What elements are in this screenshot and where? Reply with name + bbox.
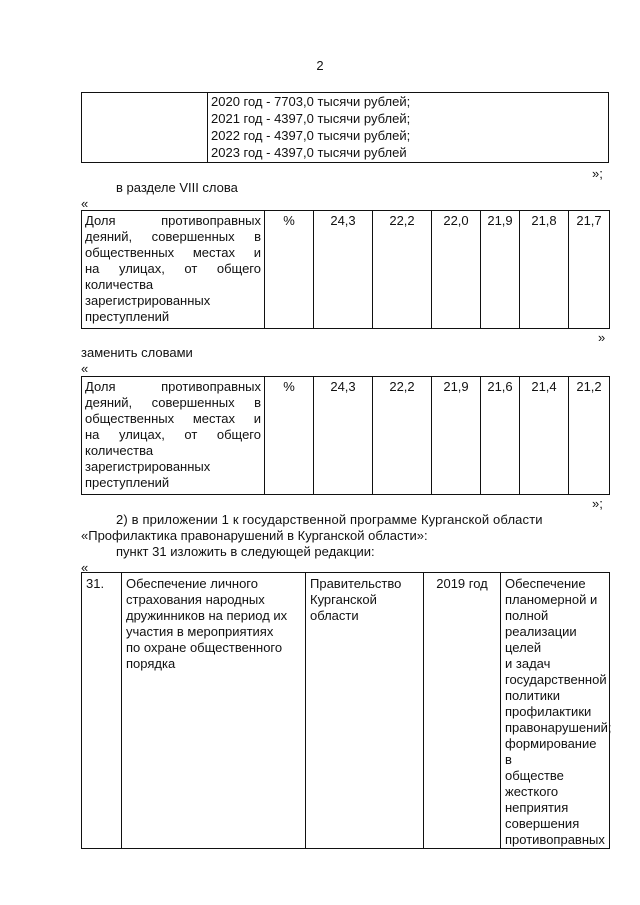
value-cell: 22,2 — [373, 211, 432, 329]
indicator-name-line: Доля противоправных — [85, 379, 261, 394]
result-line: полной — [505, 608, 549, 623]
indicator-name-line: деяний, совершенных в — [85, 395, 261, 410]
measure-line: по охране общественного — [126, 640, 283, 655]
indicator-name-line: на улицах, от общего — [85, 427, 261, 442]
executor-line: области — [310, 608, 359, 623]
result-line: политики — [505, 688, 560, 703]
value-cell: 24,3 — [314, 377, 373, 495]
indicator-name-line: общественных местах и — [85, 411, 261, 426]
value-cell: 22,0 — [432, 211, 481, 329]
funding-empty-cell — [82, 93, 208, 163]
executor-line: Курганской — [310, 592, 377, 607]
page-number: 2 — [316, 58, 324, 73]
result-line: профилактики — [505, 704, 592, 719]
result-line: неприятия — [505, 800, 569, 815]
indicator-name-line: на улицах, от общего — [85, 261, 261, 276]
indicator-name-line: зарегистрированных — [85, 459, 211, 474]
section-phrase: в разделе VIII слова — [116, 180, 238, 195]
indicator-name-line: количества — [85, 277, 154, 292]
new-indicator-table — [81, 376, 610, 495]
indicator-name-line: преступлений — [85, 309, 170, 324]
unit-cell: % — [265, 377, 314, 495]
measure-line: дружинников на период их — [126, 608, 288, 623]
measure-line: Обеспечение личного — [126, 576, 258, 591]
funding-line: 2021 год - 4397,0 тысячи рублей; — [211, 111, 411, 126]
result-line: противоправных — [505, 832, 605, 847]
indicator-name-line: деяний, совершенных в — [85, 229, 261, 244]
year-cell: 2019 год — [424, 573, 501, 849]
open-quote: « — [81, 196, 89, 211]
close-quote: »; — [592, 166, 603, 181]
paragraph-2-line-2: «Профилактика правонарушений в Курганской области»: — [81, 528, 428, 543]
funding-line: 2020 год - 7703,0 тысячи рублей; — [211, 94, 411, 109]
result-line: планомерной и — [505, 592, 598, 607]
indicator-name-cell — [82, 211, 265, 329]
value-cell: 21,4 — [520, 377, 569, 495]
indicator-name-line: общественных местах и — [85, 245, 261, 260]
result-line: обществе — [505, 768, 564, 783]
result-line: Обеспечение — [505, 576, 586, 591]
value-cell: 21,6 — [481, 377, 520, 495]
value-cell: 24,3 — [314, 211, 373, 329]
indicator-name-line: количества — [85, 443, 154, 458]
paragraph-2-line-1: 2) в приложении 1 к государственной программе Курганской области — [116, 512, 543, 527]
indicator-name-cell — [82, 377, 265, 495]
executor-cell — [306, 573, 424, 849]
open-quote: « — [81, 361, 89, 376]
value-cell: 21,9 — [432, 377, 481, 495]
paragraph-2-line-3: пункт 31 изложить в следующей редакции: — [116, 544, 375, 559]
result-line: формирование в — [505, 736, 597, 767]
measure-line: участия в мероприятиях — [126, 624, 274, 639]
item-31-table — [81, 572, 610, 849]
result-line: жесткого — [505, 784, 559, 799]
open-quote: « — [81, 560, 89, 575]
indicator-name-line: Доля противоправных — [85, 213, 261, 228]
result-line: правонарушений; — [505, 720, 612, 735]
item-number-cell: 31. — [82, 573, 122, 849]
unit-cell: % — [265, 211, 314, 329]
result-cell — [501, 573, 610, 849]
value-cell: 21,8 — [520, 211, 569, 329]
value-cell: 21,7 — [569, 211, 610, 329]
funding-years-cell — [208, 93, 609, 163]
value-cell: 21,2 — [569, 377, 610, 495]
indicator-name-line: зарегистрированных — [85, 293, 211, 308]
result-line: и задач — [505, 656, 551, 671]
funding-table — [81, 92, 609, 163]
close-quote: » — [598, 330, 606, 345]
executor-line: Правительство — [310, 576, 402, 591]
value-cell: 21,9 — [481, 211, 520, 329]
result-line: государственной — [505, 672, 607, 687]
replace-phrase: заменить словами — [81, 345, 193, 360]
funding-line: 2023 год - 4397,0 тысячи рублей — [211, 145, 407, 160]
old-indicator-table — [81, 210, 610, 329]
indicator-name-line: преступлений — [85, 475, 170, 490]
funding-line: 2022 год - 4397,0 тысячи рублей; — [211, 128, 411, 143]
measure-line: страхования народных — [126, 592, 265, 607]
measure-line: порядка — [126, 656, 176, 671]
result-line: реализации целей — [505, 624, 577, 655]
close-quote: »; — [592, 496, 603, 511]
result-line: совершения — [505, 816, 580, 831]
value-cell: 22,2 — [373, 377, 432, 495]
measure-cell — [122, 573, 306, 849]
